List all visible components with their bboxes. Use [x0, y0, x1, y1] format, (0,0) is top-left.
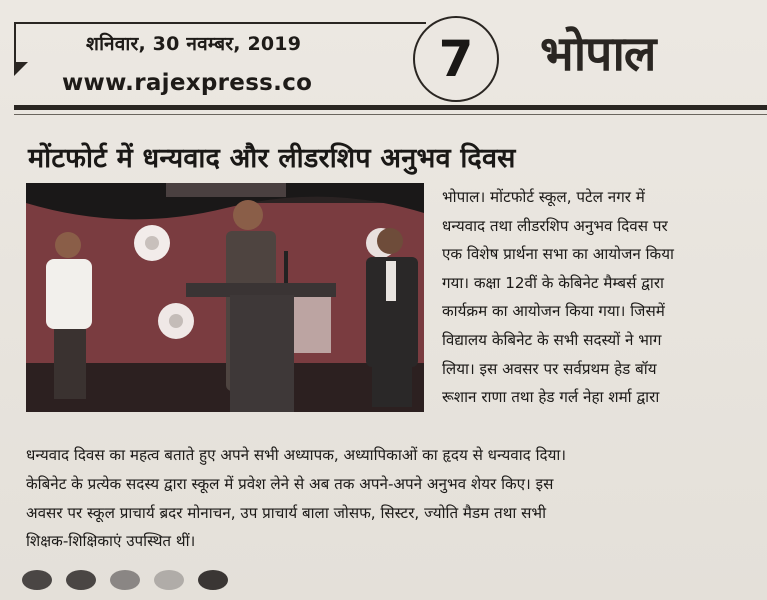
article-body-full — [26, 441, 752, 556]
banner-fold-decoration — [14, 62, 28, 76]
body-line: रूशान राणा तथा हेड गर्ल नेहा शर्मा द्वारा — [442, 388, 660, 407]
body-line: विद्यालय केबिनेट के सभी सदस्यों ने भाग — [442, 330, 662, 349]
page-number-badge — [413, 16, 499, 102]
page-dot — [110, 570, 140, 590]
body-line: शिक्षक-शिक्षिकाएं उपस्थित थीं। — [26, 532, 196, 551]
body-line: लिया। इस अवसर पर सर्वप्रथम हेड बॉय — [442, 359, 657, 378]
body-line: अवसर पर स्कूल प्राचार्य ब्रदर मोनाचन, उप प्राचार्य बाला जोसफ, सिस्टर, ज्योति मैडम तथा सभी — [26, 503, 547, 522]
body-line: गया। कक्षा 12वीं के केबिनेट मैम्बर्स द्वारा — [442, 273, 664, 292]
page-dot — [154, 570, 184, 590]
page-dot — [198, 570, 228, 590]
body-line: केबिनेट के प्रत्येक सदस्य द्वारा स्कूल में प्रवेश लेने से अब तक अपने-अपने अनुभव शेयर किए। इस — [26, 474, 554, 493]
masthead-rule — [14, 105, 767, 110]
article-headline: मोंटफोर्ट में धन्यवाद और लीडरशिप अनुभव दिवस — [28, 143, 516, 174]
event-photo — [26, 183, 424, 412]
issue-date: शनिवार, 30 नवम्बर, 2019 — [86, 33, 302, 55]
body-line: भोपाल। मोंटफोर्ट स्कूल, पटेल नगर में — [442, 188, 645, 206]
masthead-rule-thin — [14, 114, 767, 115]
page-dots — [22, 570, 228, 590]
website-url: www.rajexpress.co — [62, 70, 313, 96]
page-dot — [22, 570, 52, 590]
body-line: कार्यक्रम का आयोजन किया गया। जिसमें — [442, 302, 665, 321]
body-line: धन्यवाद दिवस का महत्व बताते हुए अपने सभी अध्यापक, अध्यापिकाओं का हृदय से धन्यवाद दिया। — [26, 446, 567, 464]
edition-city: भोपाल — [540, 26, 656, 82]
article-body-column — [442, 183, 752, 412]
page-number: 7 — [438, 30, 474, 88]
body-line: एक विशेष प्रार्थना सभा का आयोजन किया — [442, 245, 674, 264]
page-dot — [66, 570, 96, 590]
body-line: धन्यवाद तथा लीडरशिप अनुभव दिवस पर — [442, 216, 668, 235]
